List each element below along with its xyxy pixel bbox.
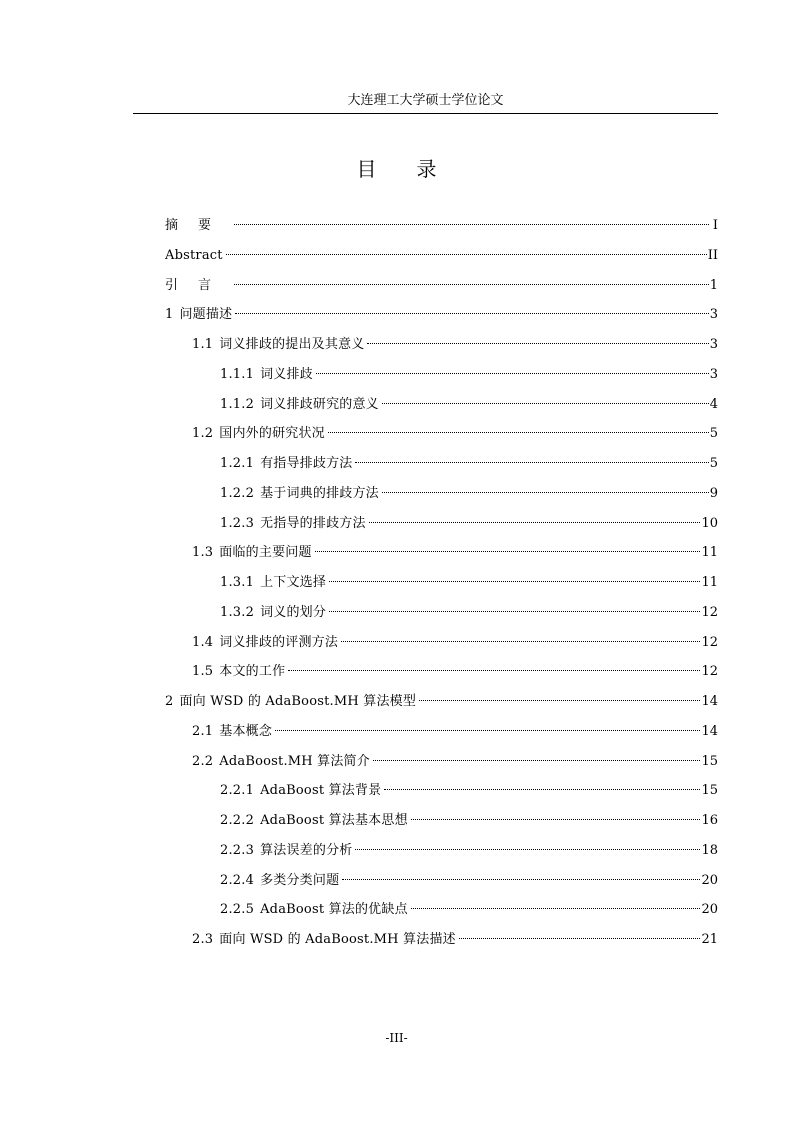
toc-title: 目录 <box>356 157 477 181</box>
toc-page-number: II <box>707 247 718 263</box>
toc-entry-number: 2.2 <box>192 753 214 769</box>
toc-entry-1-2[interactable] <box>165 419 718 449</box>
toc-dot-leader <box>329 611 700 612</box>
toc-entry-title: Abstract <box>165 247 223 263</box>
toc-entry-number: 2.2.4 <box>220 872 255 888</box>
toc-entry-number: 2 <box>165 694 174 709</box>
toc-page-number: 16 <box>701 813 718 828</box>
toc-entry-title <box>192 330 364 360</box>
toc-entry-label: 无指导的排歧方法 <box>260 515 366 531</box>
toc-entry-label: 本文的工作 <box>219 664 286 680</box>
toc-entry-1-1[interactable] <box>165 330 718 360</box>
toc-entry-title <box>192 419 325 449</box>
toc-entry-title <box>220 449 352 479</box>
toc-page-number: I <box>712 218 718 233</box>
toc-dot-leader <box>355 849 700 850</box>
toc-dot-leader <box>382 492 709 493</box>
toc-entry-2-2[interactable] <box>165 747 718 777</box>
toc-entry-label: AdaBoost 算法的优缺点 <box>260 902 408 918</box>
toc-entry-number: 2.2.2 <box>220 813 255 828</box>
toc-entry-chapter-1[interactable] <box>165 300 718 330</box>
toc-page-number: 12 <box>701 634 718 650</box>
toc-dot-leader <box>329 581 700 582</box>
toc-page-number: 14 <box>701 694 718 709</box>
toc-entry-label: 词义排歧研究的意义 <box>260 396 379 412</box>
toc-dot-leader <box>234 224 709 225</box>
toc-entry-1-3-1[interactable] <box>165 568 718 598</box>
toc-dot-leader <box>382 403 709 404</box>
toc-dot-leader <box>341 641 700 642</box>
toc-dot-leader <box>411 908 701 909</box>
toc-dot-leader <box>316 373 709 374</box>
toc-dot-leader <box>384 789 700 790</box>
toc-entry-1-3-2[interactable] <box>165 598 718 628</box>
toc-entry-label: 词义的划分 <box>260 604 327 620</box>
toc-entry-1-2-1[interactable] <box>165 449 718 479</box>
toc-entry-label: 面向 WSD 的 AdaBoost.MH 算法描述 <box>219 932 456 947</box>
toc-entry-title <box>220 390 379 420</box>
toc-entry-label: AdaBoost.MH 算法简介 <box>219 753 370 769</box>
header-rule <box>133 113 718 114</box>
toc-entry-label: AdaBoost 算法基本思想 <box>260 813 408 828</box>
toc-entry-1-1-1[interactable] <box>165 360 718 390</box>
toc-entry-2-2-3[interactable] <box>165 836 718 866</box>
toc-entry-number: 1.1 <box>192 337 214 352</box>
toc-page-number: 3 <box>709 307 718 323</box>
toc-entry-number: 1.2.1 <box>220 456 255 471</box>
toc-entry-number: 1.1.1 <box>220 366 255 382</box>
toc-entry-label: 有指导排歧方法 <box>260 456 353 471</box>
toc-page-number: 3 <box>709 366 718 382</box>
toc-page-number: 20 <box>701 872 718 888</box>
toc-page-number: 12 <box>701 604 718 620</box>
toc-page-number: 9 <box>709 485 718 501</box>
toc-entry-number: 1.3 <box>192 545 214 561</box>
toc-entry-2-2-2[interactable] <box>165 806 718 836</box>
toc-page-number: 20 <box>701 902 718 918</box>
toc-entry-2-3[interactable] <box>165 925 718 955</box>
toc-entry-title <box>192 538 312 568</box>
toc-entry-title <box>165 687 416 717</box>
toc-entry-label: 词义排歧的评测方法 <box>219 634 339 650</box>
toc-entry-number: 1.1.2 <box>220 396 255 412</box>
toc-entry-title <box>220 895 408 925</box>
toc-entry-title: 引言 <box>165 277 232 293</box>
toc-page-number: 18 <box>701 842 718 858</box>
toc-entry-title <box>220 598 326 628</box>
toc-entry-2-2-4[interactable] <box>165 866 718 896</box>
toc-entry-number: 1.3.2 <box>220 604 255 620</box>
toc-entry-label: 多类分类问题 <box>260 872 340 888</box>
toc-entry-title <box>220 509 366 539</box>
toc-dot-leader <box>275 730 700 731</box>
toc-dot-leader <box>234 284 709 285</box>
running-header: 大连理工大学硕士学位论文 <box>347 93 504 108</box>
toc-entry-number: 2.3 <box>192 932 214 947</box>
toc-page-number: 5 <box>709 456 718 471</box>
toc-page-number: 3 <box>709 337 718 352</box>
toc-entry-title <box>220 866 339 896</box>
toc-dot-leader <box>419 700 700 701</box>
toc-page-number: 21 <box>701 932 718 947</box>
table-of-contents <box>165 211 718 955</box>
toc-entry-2-2-5[interactable] <box>165 895 718 925</box>
toc-entry-title <box>220 776 381 806</box>
toc-entry-label: 词义排歧 <box>260 366 313 382</box>
toc-page-number: 14 <box>701 723 718 739</box>
toc-entry-chapter-2[interactable] <box>165 687 718 717</box>
toc-entry-number: 1.3.1 <box>220 575 255 590</box>
toc-entry-title <box>220 836 352 866</box>
toc-page-number: 4 <box>709 396 718 412</box>
toc-dot-leader <box>328 432 709 433</box>
toc-entry-1-5[interactable] <box>165 657 718 687</box>
toc-entry-number: 1.4 <box>192 634 214 650</box>
toc-entry-number: 2.2.3 <box>220 842 255 858</box>
toc-entry-label: AdaBoost 算法背景 <box>260 783 382 799</box>
toc-entry-title <box>192 925 456 955</box>
toc-entry-1-1-2[interactable] <box>165 390 718 420</box>
toc-entry-number: 1.2 <box>192 426 214 442</box>
toc-entry-number: 1.5 <box>192 664 214 680</box>
toc-entry-label: 国内外的研究状况 <box>219 426 325 442</box>
toc-dot-leader <box>235 313 708 314</box>
toc-dot-leader <box>459 938 701 939</box>
toc-entry-number: 2.2.5 <box>220 902 255 918</box>
toc-dot-leader <box>373 760 700 761</box>
toc-page-number: 5 <box>709 426 718 442</box>
toc-entry-label: 词义排歧的提出及其意义 <box>219 337 365 352</box>
toc-dot-leader <box>342 879 700 880</box>
toc-dot-leader <box>355 462 708 463</box>
toc-entry-number: 1.2.3 <box>220 515 255 531</box>
toc-entry-number: 1.2.2 <box>220 485 255 501</box>
toc-entry-title <box>220 806 408 836</box>
toc-entry-title: 摘要 <box>165 218 232 233</box>
toc-entry-title <box>220 360 313 390</box>
toc-entry-number: 1 <box>165 307 174 323</box>
toc-entry-1-3[interactable] <box>165 538 718 568</box>
toc-entry-label: 问题描述 <box>179 307 233 323</box>
toc-page-number: 1 <box>709 277 718 293</box>
toc-entry-introduction[interactable] <box>165 271 718 301</box>
toc-entry-label: 算法误差的分析 <box>260 842 353 858</box>
toc-entry-title <box>192 657 285 687</box>
toc-entry-abstract-cn[interactable] <box>165 211 718 241</box>
toc-entry-label: 基本概念 <box>219 723 273 739</box>
toc-entry-label: 面临的主要问题 <box>219 545 312 561</box>
toc-dot-leader <box>288 670 700 671</box>
toc-entry-1-4[interactable] <box>165 628 718 658</box>
toc-entry-label: 上下文选择 <box>260 575 327 590</box>
toc-entry-title <box>220 568 326 598</box>
toc-entry-number: 2.1 <box>192 723 214 739</box>
toc-page-number: 12 <box>701 664 718 680</box>
toc-page-number: 10 <box>701 515 718 531</box>
toc-entry-title <box>192 628 338 658</box>
toc-dot-leader <box>315 551 701 552</box>
toc-entry-1-2-3[interactable] <box>165 509 718 539</box>
toc-page-number: 15 <box>701 783 718 799</box>
toc-entry-label: 面向 WSD 的 AdaBoost.MH 算法模型 <box>179 694 417 709</box>
toc-entry-2-1[interactable] <box>165 717 718 747</box>
toc-page-number: 11 <box>701 545 718 561</box>
toc-entry-2-2-1[interactable] <box>165 776 718 806</box>
toc-entry-title <box>192 717 272 747</box>
toc-page-number: 15 <box>701 753 718 769</box>
toc-entry-1-2-2[interactable] <box>165 479 718 509</box>
toc-entry-title <box>220 479 379 509</box>
page-number-footer: -III- <box>385 1031 408 1045</box>
toc-entry-abstract-en[interactable] <box>165 241 718 271</box>
toc-entry-label: 基于词典的排歧方法 <box>260 485 379 501</box>
toc-dot-leader <box>226 254 707 255</box>
toc-dot-leader <box>369 522 701 523</box>
toc-entry-title <box>165 300 232 330</box>
toc-dot-leader <box>367 343 708 344</box>
toc-page-number: 11 <box>701 575 718 590</box>
toc-entry-title <box>192 747 370 777</box>
toc-dot-leader <box>411 819 701 820</box>
toc-entry-number: 2.2.1 <box>220 783 255 799</box>
